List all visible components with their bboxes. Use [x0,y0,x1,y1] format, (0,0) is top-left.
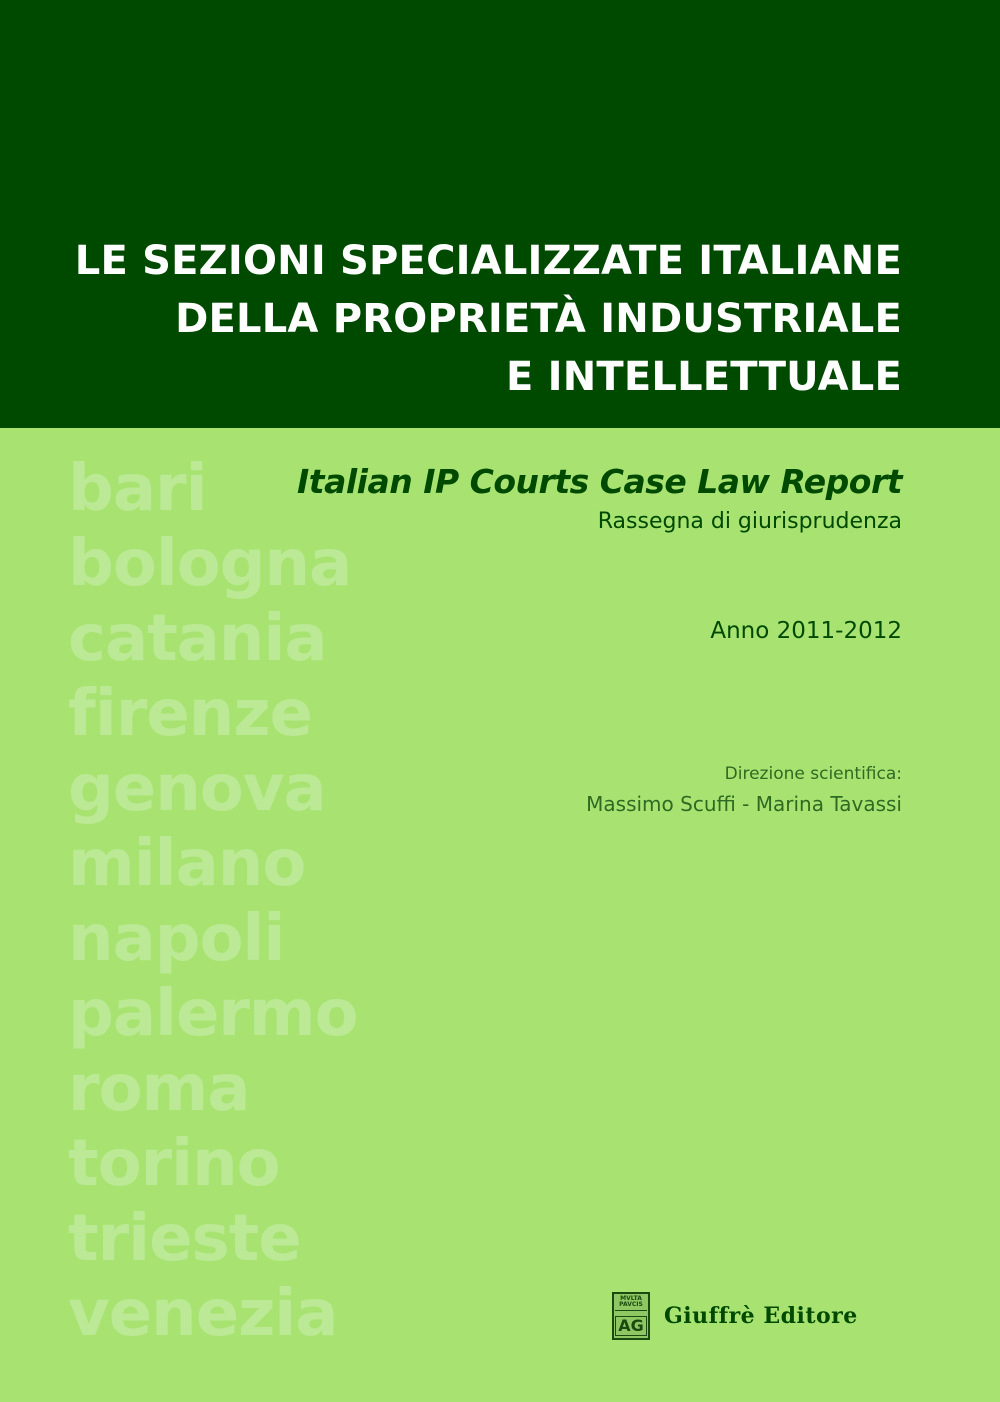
publisher-logo-initials: AG [615,1316,647,1336]
city-name: milano [68,827,306,901]
city-name: torino [68,1127,280,1201]
publisher-logo [612,1292,650,1340]
city-name: trieste [68,1202,301,1276]
editors-label: Direzione scientifica: [724,764,902,784]
city-name: bologna [68,527,352,601]
italian-subtitle: Rassegna di giurisprudenza [597,509,902,534]
city-list [68,452,358,1352]
city-name: genova [68,752,326,826]
city-name: firenze [68,677,312,751]
book-title [75,232,902,406]
book-title-line: E INTELLETTUALE [505,354,902,400]
city-name: bari [68,452,207,526]
city-name: napoli [68,902,285,976]
publisher-name: Giuffrè Editore [664,1303,858,1329]
editors-names: Massimo Scuffi - Marina Tavassi [586,792,902,816]
publisher-block [612,1292,858,1340]
english-subtitle: Italian IP Courts Case Law Report [297,462,902,501]
book-title-line: LE SEZIONI SPECIALIZZATE ITALIANE [74,238,902,284]
publisher-logo-motto: MVLTA PAVCIS [615,1296,647,1311]
city-name: venezia [68,1277,338,1351]
book-title-line: DELLA PROPRIETÀ INDUSTRIALE [175,296,902,342]
edition-year: Anno 2011-2012 [710,618,902,644]
city-name: roma [68,1052,250,1126]
city-name: palermo [68,977,358,1051]
city-name: catania [68,602,327,676]
